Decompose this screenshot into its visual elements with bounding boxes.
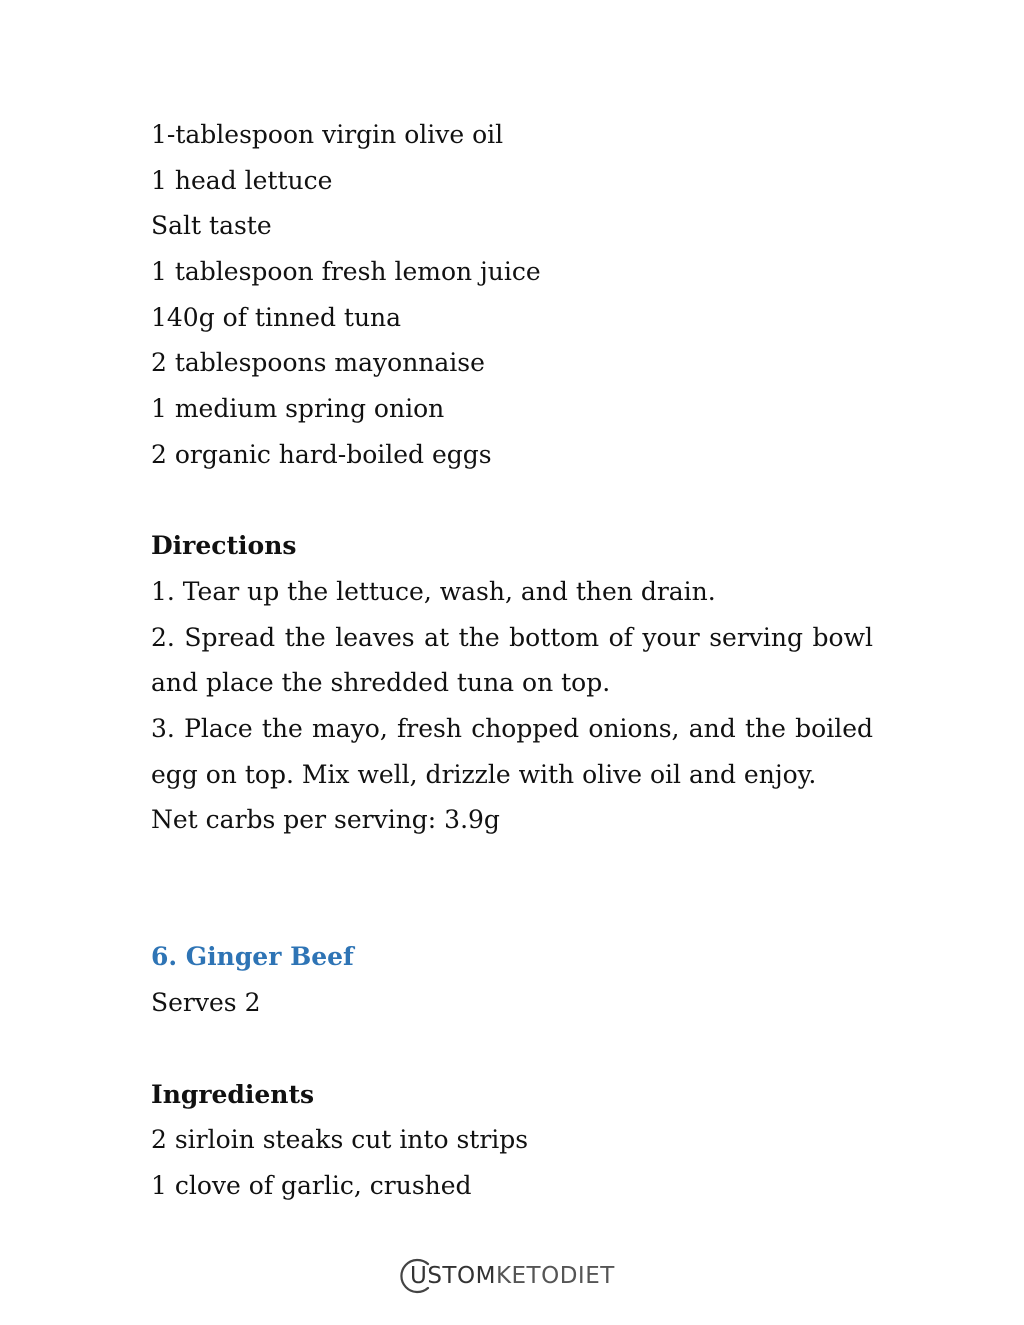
ingredient-item: 2 tablespoons mayonnaise <box>151 348 485 378</box>
recipe-ingredient-list <box>151 1117 873 1208</box>
spacer <box>151 843 873 934</box>
recipe-title: 6. Ginger Beef <box>151 942 354 972</box>
spacer <box>151 1026 873 1072</box>
ingredient-item: 1 tablespoon fresh lemon juice <box>151 257 541 287</box>
logo-ketodiet-text: KETODIET <box>495 1263 615 1289</box>
logo-wordmark <box>410 1263 615 1289</box>
directions-list <box>151 569 873 798</box>
direction-step: 2. Spread the leaves at the bottom of your serving bowl and place the shredded tuna on top. <box>151 622 873 698</box>
customketodiet-logo <box>398 1253 615 1299</box>
direction-step: 1. Tear up the lettuce, wash, and then drain. <box>151 576 716 606</box>
document-page <box>151 112 873 1209</box>
ingredient-item: Salt taste <box>151 211 272 241</box>
directions-heading: Directions <box>151 531 297 561</box>
ingredient-item: 1 head lettuce <box>151 165 333 195</box>
ingredient-list <box>151 112 873 478</box>
logo-c-icon <box>398 1256 434 1296</box>
logo-custom-text: USTOM <box>410 1263 496 1289</box>
ingredient-item: 2 organic hard-boiled eggs <box>151 439 492 469</box>
ingredient-item: 2 sirloin steaks cut into strips <box>151 1125 529 1155</box>
spacer <box>151 478 873 524</box>
ingredients-heading: Ingredients <box>151 1079 315 1109</box>
ingredient-item: 1 medium spring onion <box>151 394 445 424</box>
serves-count: Serves 2 <box>151 988 261 1018</box>
ingredient-item: 1 clove of garlic, crushed <box>151 1170 472 1200</box>
ingredient-item: 140g of tinned tuna <box>151 302 402 332</box>
direction-step: 3. Place the mayo, fresh chopped onions, and the boiled egg on top. Mix well, drizzle with olive oil and enjoy. <box>151 713 873 789</box>
ingredient-item: 1-tablespoon virgin olive oil <box>151 120 504 149</box>
net-carbs: Net carbs per serving: 3.9g <box>151 805 500 835</box>
